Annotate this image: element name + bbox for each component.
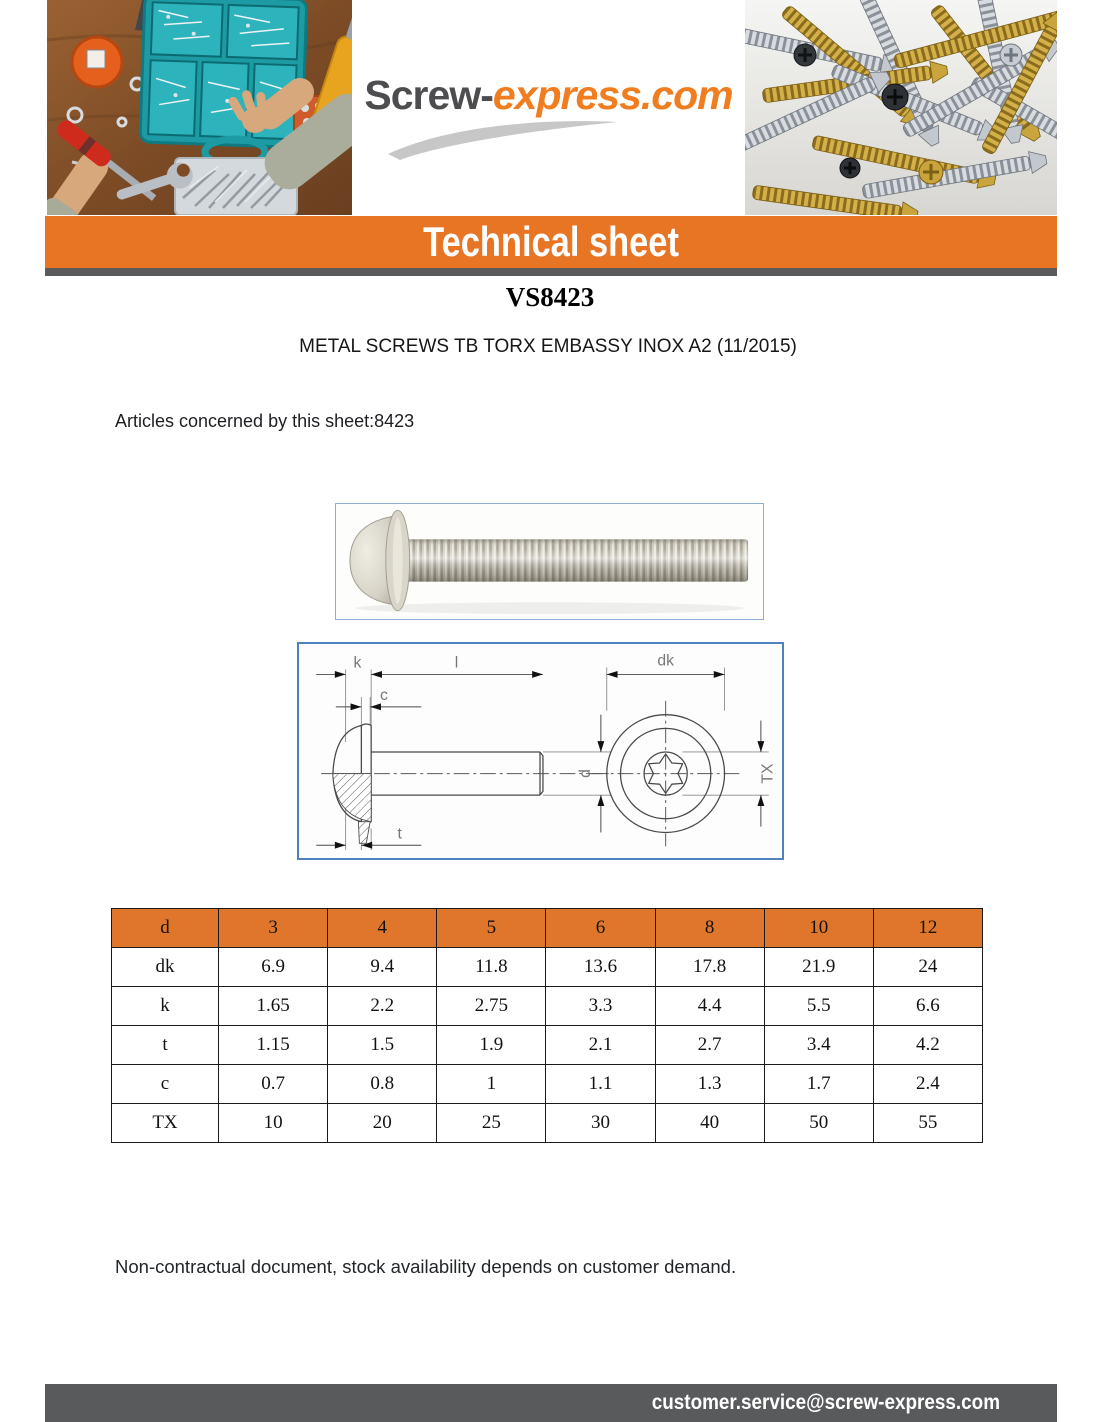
spec-value-cell: 3.4: [764, 1026, 873, 1065]
dim-label-k: k: [353, 654, 362, 672]
screws-pile-art: [745, 0, 1057, 215]
spec-value-cell: 0.8: [328, 1065, 437, 1104]
footer-email: customer.service@screw-express.com: [651, 1391, 1000, 1414]
spec-value-cell: 17.8: [655, 948, 764, 987]
spec-value-cell: 6.9: [219, 948, 328, 987]
spec-value-cell: 0.7: [219, 1065, 328, 1104]
spec-col-header: d: [112, 909, 219, 948]
spec-row-label: k: [112, 987, 219, 1026]
spec-value-cell: 2.7: [655, 1026, 764, 1065]
spec-row-label: TX: [112, 1104, 219, 1143]
dim-label-tx: TX: [759, 763, 777, 784]
spec-value-cell: 2.4: [873, 1065, 982, 1104]
spec-table-header-row: [112, 909, 983, 948]
spec-value-cell: 30: [546, 1104, 655, 1143]
workbench-photo-art: [47, 0, 352, 215]
spec-value-cell: 25: [437, 1104, 546, 1143]
footer-bar: [45, 1384, 1057, 1422]
dim-label-d: d: [577, 769, 595, 778]
spec-value-cell: 4.4: [655, 987, 764, 1026]
banner-title: Technical sheet: [423, 218, 679, 265]
brand-logo-suffix: express.com: [492, 72, 733, 118]
spec-value-cell: 1.65: [219, 987, 328, 1026]
spec-value-cell: 1: [437, 1065, 546, 1104]
spec-value-cell: 5.5: [764, 987, 873, 1026]
spec-row-label: dk: [112, 948, 219, 987]
table-row: [112, 948, 983, 987]
workbench-photo: [47, 0, 352, 215]
spec-col-header: 3: [219, 909, 328, 948]
spec-table-head: [112, 909, 983, 948]
technical-sheet-banner: [45, 216, 1057, 268]
spec-col-header: 12: [873, 909, 982, 948]
technical-drawing-art: [299, 644, 782, 858]
table-row: [112, 987, 983, 1026]
document-code: VS8423: [505, 282, 595, 312]
banner-divider: [45, 268, 1057, 276]
dim-label-l: l: [454, 654, 459, 672]
articles-line: Articles concerned by this sheet:8423: [115, 411, 415, 431]
footnote: Non-contractual document, stock availability depends on customer demand.: [115, 1256, 737, 1277]
spec-value-cell: 24: [873, 948, 982, 987]
technical-drawing: [297, 642, 784, 860]
spec-value-cell: 2.2: [328, 987, 437, 1026]
spec-table: [111, 908, 983, 1143]
spec-value-cell: 13.6: [546, 948, 655, 987]
spec-value-cell: 21.9: [764, 948, 873, 987]
spec-value-cell: 2.1: [546, 1026, 655, 1065]
spec-value-cell: 1.7: [764, 1065, 873, 1104]
spec-value-cell: 40: [655, 1104, 764, 1143]
spec-value-cell: 6.6: [873, 987, 982, 1026]
spec-value-cell: 1.15: [219, 1026, 328, 1065]
spec-value-cell: 2.75: [437, 987, 546, 1026]
spec-col-header: 8: [655, 909, 764, 948]
spec-value-cell: 1.1: [546, 1065, 655, 1104]
spec-value-cell: 1.5: [328, 1026, 437, 1065]
spec-value-cell: 55: [873, 1104, 982, 1143]
table-row: [112, 1065, 983, 1104]
brand-logo-prefix: Screw-: [364, 72, 493, 118]
table-row: [112, 1026, 983, 1065]
spec-value-cell: 1.3: [655, 1065, 764, 1104]
screws-pile-photo: [745, 0, 1057, 215]
spec-col-header: 10: [764, 909, 873, 948]
brand-logo: [352, 0, 745, 215]
spec-value-cell: 1.9: [437, 1026, 546, 1065]
spec-value-cell: 4.2: [873, 1026, 982, 1065]
spec-value-cell: 10: [219, 1104, 328, 1143]
spec-col-header: 6: [546, 909, 655, 948]
document-title: METAL SCREWS TB TORX EMBASSY INOX A2 (11/2015): [299, 336, 797, 357]
spec-col-header: 5: [437, 909, 546, 948]
spec-table-body: [112, 948, 983, 1143]
spec-value-cell: 20: [328, 1104, 437, 1143]
spec-value-cell: 50: [764, 1104, 873, 1143]
logo-swoosh: [382, 116, 632, 162]
dim-label-c: c: [380, 686, 388, 704]
spec-row-label: t: [112, 1026, 219, 1065]
dim-label-dk: dk: [657, 652, 674, 670]
table-row: [112, 1104, 983, 1143]
spec-value-cell: 9.4: [328, 948, 437, 987]
screw-product-art: [336, 504, 761, 617]
screw-product-photo: [335, 503, 764, 620]
spec-row-label: c: [112, 1065, 219, 1104]
spec-col-header: 4: [328, 909, 437, 948]
spec-value-cell: 3.3: [546, 987, 655, 1026]
brand-logo-text: [352, 72, 745, 119]
dim-label-t: t: [397, 825, 402, 843]
spec-value-cell: 11.8: [437, 948, 546, 987]
